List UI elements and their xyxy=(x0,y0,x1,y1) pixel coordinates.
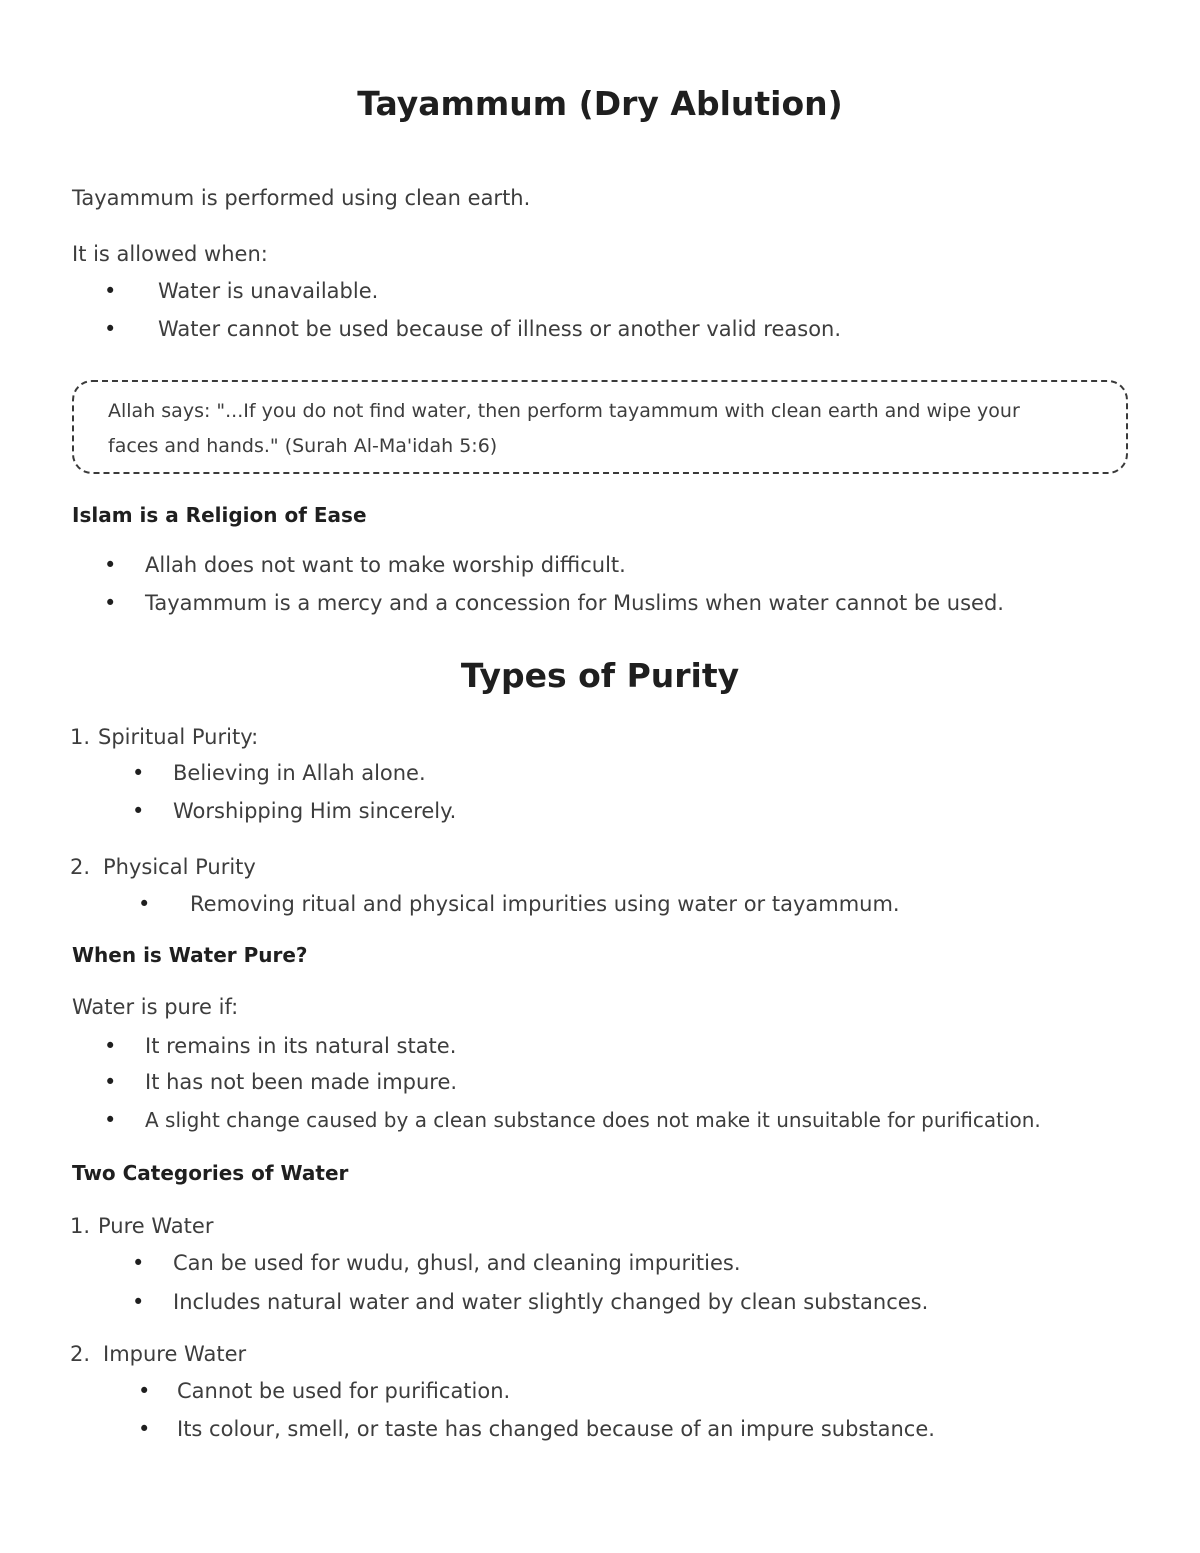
page-title: Tayammum (Dry Ablution) xyxy=(357,84,843,123)
ease-item: Tayammum is a mercy and a concession for Muslims when water cannot be used. xyxy=(145,591,1004,615)
bullet-icon: • xyxy=(132,1251,145,1275)
ease-item: Allah does not want to make worship difficult. xyxy=(145,553,626,577)
purity-item: Worshipping Him sincerely. xyxy=(173,799,457,823)
quote-line: faces and hands." (Surah Al-Ma'idah 5:6) xyxy=(108,435,498,457)
categories-heading: Two Categories of Water xyxy=(72,1161,349,1185)
category-item: Cannot be used for purification. xyxy=(177,1379,511,1403)
bullet-icon: • xyxy=(138,1379,151,1403)
bullet-icon: • xyxy=(104,279,117,303)
bullet-icon: • xyxy=(104,1108,117,1132)
category-item: Can be used for wudu, ghusl, and cleaning impurities. xyxy=(173,1251,741,1275)
bullet-icon: • xyxy=(104,553,117,577)
bullet-icon: • xyxy=(132,1290,145,1314)
purity-item: Removing ritual and physical impurities using water or tayammum. xyxy=(190,892,900,916)
category-item: Its colour, smell, or taste has changed because of an impure substance. xyxy=(177,1417,935,1441)
category-label: Pure Water xyxy=(98,1214,214,1238)
allowed-heading: It is allowed when: xyxy=(72,242,268,266)
water-pure-intro: Water is pure if: xyxy=(72,995,239,1019)
bullet-icon: • xyxy=(104,317,117,341)
bullet-icon: • xyxy=(138,892,151,916)
ease-heading: Islam is a Religion of Ease xyxy=(72,503,367,527)
list-number: 1. xyxy=(70,725,91,749)
quote-line: Allah says: "...If you do not find water, then perform tayammum with clean earth and wipe your xyxy=(108,400,1020,422)
bullet-icon: • xyxy=(104,591,117,615)
list-number: 1. xyxy=(70,1214,91,1238)
list-number: 2. xyxy=(70,855,91,879)
list-number: 2. xyxy=(70,1342,91,1366)
bullet-icon: • xyxy=(132,799,145,823)
intro-text: Tayammum is performed using clean earth. xyxy=(72,186,531,210)
bullet-icon: • xyxy=(132,761,145,785)
water-pure-item: It remains in its natural state. xyxy=(145,1034,457,1058)
bullet-icon: • xyxy=(104,1070,117,1094)
bullet-icon: • xyxy=(104,1034,117,1058)
section-title: Types of Purity xyxy=(460,656,740,695)
category-label: Impure Water xyxy=(103,1342,247,1366)
category-item: Includes natural water and water slightly changed by clean substances. xyxy=(173,1290,929,1314)
allowed-item: Water is unavailable. xyxy=(158,279,379,303)
bullet-icon: • xyxy=(138,1417,151,1441)
purity-item: Believing in Allah alone. xyxy=(173,761,426,785)
purity-type-label: Spiritual Purity: xyxy=(98,725,259,749)
water-pure-heading: When is Water Pure? xyxy=(72,943,308,967)
water-pure-item: It has not been made impure. xyxy=(145,1070,458,1094)
water-pure-item: A slight change caused by a clean substance does not make it unsuitable for purification. xyxy=(145,1108,1041,1132)
quote-box xyxy=(72,380,1128,474)
allowed-item: Water cannot be used because of illness or another valid reason. xyxy=(158,317,842,341)
purity-type-label: Physical Purity xyxy=(103,855,256,879)
